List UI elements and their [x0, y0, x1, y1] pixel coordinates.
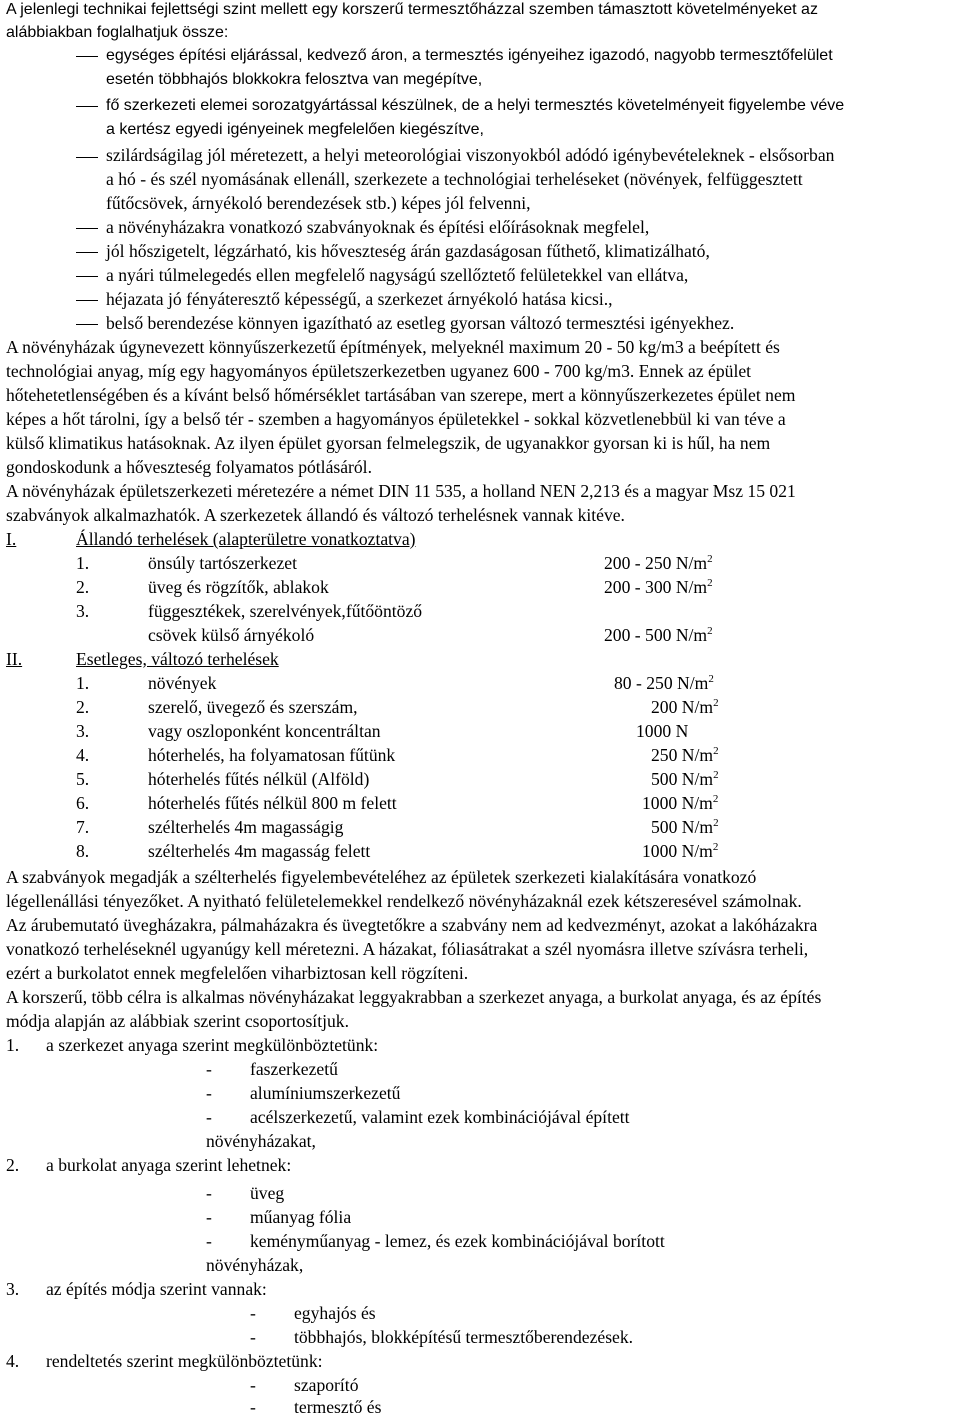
row-number: 1.	[76, 673, 90, 693]
bullet: -	[250, 1375, 256, 1395]
bullet: -	[250, 1397, 256, 1417]
group-number: 2.	[6, 1155, 20, 1175]
paragraph-line: légellenállási tényezőket. A nyitható felületelemekkel rendelkező növényházaknál ezek kétszeresével számolnak.	[6, 891, 802, 911]
group-number: 4.	[6, 1351, 20, 1371]
row-number: 2.	[76, 697, 90, 717]
group-title: rendeltetés szerint megkülönböztetünk:	[46, 1351, 323, 1371]
intro-line: alábbiakban foglalhatjuk össze:	[6, 24, 229, 41]
row-value: 1000 N	[636, 721, 689, 741]
list-item-text: jól hőszigetelt, légzárható, kis hőveszteség árán gazdaságosan fűthető, klimatizálható,	[106, 241, 710, 261]
row-label: hóterhelés fűtés nélkül (Alföld)	[148, 769, 370, 789]
list-item-text: fűtőcsövek, árnyékoló berendezések stb.) képes jól felvenni,	[106, 193, 531, 213]
paragraph-line: ezért a burkolatot ennek megfelelően viharbiztosan kell rögzíteni.	[6, 963, 469, 983]
group-title: az építés módja szerint vannak:	[46, 1279, 267, 1299]
row-label: szerelő, üvegező és szerszám,	[148, 697, 358, 717]
paragraph-line: A korszerű, több célra is alkalmas növényházakat leggyakrabban a szerkezet anyaga, a burkolat anyaga, és az építés	[6, 987, 822, 1007]
paragraph-line: képes a hőt tárolni, így a belső tér - szemben a hagyományos épületekkel - sokkal közvetlenebbül ki van téve a	[6, 409, 786, 429]
bullet: -	[206, 1231, 212, 1251]
group-item: többhajós, blokképítésű termesztőberendezések.	[294, 1327, 634, 1347]
list-item-text: fő szerkezeti elemei sorozatgyártással készülnek, de a helyi termesztés követelményeit figyelembe véve	[106, 97, 845, 114]
row-value: 500 $N/m^2$	[651, 769, 719, 789]
bullet: -	[250, 1327, 256, 1347]
bullet: -	[206, 1183, 212, 1203]
row-label: csövek külső árnyékoló	[148, 625, 315, 645]
row-value: 250 $N/m^2$	[651, 745, 719, 765]
bullet: -	[206, 1107, 212, 1127]
group-item: keményműanyag - lemez, és ezek kombinációjával borított	[250, 1231, 665, 1251]
paragraph-line: A növényházak épületszerkezeti méretezére a német DIN 11 535, a holland NEN 2,213 és a magyar Msz 15 021	[6, 481, 796, 501]
group-title: a szerkezet anyaga szerint megkülönböztetünk:	[46, 1035, 379, 1055]
bullet: -	[206, 1207, 212, 1227]
list-item-text: a nyári túlmelegedés ellen megfelelő nagyságú szellőztető felületekkel van ellátva,	[106, 265, 689, 285]
row-label: üveg és rögzítők, ablakok	[148, 577, 329, 597]
paragraph-line: technológiai anyag, míg egy hagyományos épületszerkezetben ugyanez 600 - 700 kg/m3. Ennek az épület	[6, 361, 752, 381]
paragraph-line: A növényházak úgynevezett könnyűszerkezetű építmények, melyeknél maximum 20 - 50 kg/m3 a beépített és	[6, 337, 780, 357]
section-title: Állandó terhelések (alapterületre vonatkoztatva)	[76, 529, 416, 549]
group-title: a burkolat anyaga szerint lehetnek:	[46, 1155, 292, 1175]
row-number: 8.	[76, 841, 90, 861]
intro-line: A jelenlegi technikai fejlettségi szint mellett egy korszerű termesztőházzal szemben támasztott követelményeket az	[6, 1, 818, 18]
paragraph-line: szabványok alkalmazhatók. A szerkezetek állandó és változó terhelésnek vannak kitéve.	[6, 505, 625, 525]
paragraph-line: hőtehetetlenségében és a kívánt belső hőmérséklet tartásában van szerepe, mert a könnyűszerkezetes épület nem	[6, 385, 796, 405]
group-number: 1.	[6, 1035, 20, 1055]
row-value: 200 - 500 $N/m^2$	[604, 625, 713, 645]
group-item-continuation: növényházak,	[206, 1255, 304, 1275]
group-item-continuation: növényházakat,	[206, 1131, 316, 1151]
list-item-text: a kertész egyedi igényeinek megfelelően kiegészítve,	[106, 121, 484, 138]
row-number: 6.	[76, 793, 90, 813]
row-value: 200 - 250 $N/m^2$	[604, 553, 713, 573]
bullet: -	[250, 1303, 256, 1323]
list-item-text: belső berendezése könnyen igazítható az esetleg gyorsan változó termesztési igényekhez.	[106, 313, 735, 333]
paragraph-line: gondoskodunk a hőveszteség folyamatos pótlásáról.	[6, 457, 372, 477]
list-item-text: a növényházakra vonatkozó szabványoknak és építési előírásoknak megfelel,	[106, 217, 650, 237]
row-value: 500 $N/m^2$	[651, 817, 719, 837]
row-label: növények	[148, 673, 217, 693]
group-item: faszerkezetű	[250, 1059, 338, 1079]
paragraph-line: A szabványok megadják a szélterhelés figyelembevételéhez az épületek szerkezeti kialakítására vonatkozó	[6, 867, 757, 887]
bullet: -	[206, 1059, 212, 1079]
list-item-text: héjazata jó fényáteresztő képességű, a szerkezet árnyékoló hatása kicsi.,	[106, 289, 613, 309]
section-number: I.	[6, 529, 17, 549]
group-item: szaporító	[294, 1375, 359, 1395]
row-number: 5.	[76, 769, 90, 789]
paragraph-line: Az árubemutató üvegházakra, pálmaházakra és üvegtetőkre a szabvány nem ad kedvezményt, azokat a lakóházakra	[6, 915, 818, 935]
list-item-text: egységes építési eljárással, kedvező áron, a termesztés igényeihez igazodó, nagyobb termesztőfelület	[106, 47, 833, 64]
group-item: műanyag fólia	[250, 1207, 352, 1227]
row-value: 200 - 300 $N/m^2$	[604, 577, 713, 597]
paragraph-line: vonatkozó terheléseknél ugyanúgy kell méretezni. A házakat, fóliasátrakat a szél nyomásra illetve szívásra terheli,	[6, 939, 809, 959]
group-item: alumíniumszerkezetű	[250, 1083, 401, 1103]
paragraph-line: módja alapján az alábbiak szerint csoportosítjuk.	[6, 1011, 349, 1031]
section-title: Esetleges, változó terhelések	[76, 649, 279, 669]
paragraph-line: külső klimatikus hatásoknak. Az ilyen épület gyorsan felmelegszik, de ugyanakkor gyorsan ki is hűl, ha nem	[6, 433, 771, 453]
row-value: 1000 $N/m^2$	[642, 841, 719, 861]
group-item: üveg	[250, 1183, 285, 1203]
row-number: 7.	[76, 817, 90, 837]
row-value: 1000 $N/m^2$	[642, 793, 719, 813]
row-number: 3.	[76, 721, 90, 741]
group-number: 3.	[6, 1279, 20, 1299]
row-label: hóterhelés fűtés nélkül 800 m felett	[148, 793, 397, 813]
row-number: 4.	[76, 745, 90, 765]
list-item-text: szilárdságilag jól méretezett, a helyi meteorológiai viszonyokból adódó igénybevételeknek - elsősorban	[106, 145, 835, 165]
row-number: 2.	[76, 577, 90, 597]
row-number: 3.	[76, 601, 90, 621]
bullet: -	[206, 1083, 212, 1103]
row-label: szélterhelés 4m magasság felett	[148, 841, 371, 861]
group-item: acélszerkezetű, valamint ezek kombinációjával épített	[250, 1107, 630, 1127]
row-number: 1.	[76, 553, 90, 573]
row-value: 80 - 250 $N/m^2$	[614, 673, 714, 693]
list-item-text: esetén többhajós blokkokra felosztva van megépítve,	[106, 71, 483, 88]
row-label: önsúly tartószerkezet	[148, 553, 297, 573]
row-value: 200 $N/m^2$	[651, 697, 719, 717]
group-item: egyhajós és	[294, 1303, 376, 1323]
row-label: hóterhelés, ha folyamatosan fűtünk	[148, 745, 396, 765]
group-item: termesztő és	[294, 1397, 382, 1417]
row-label: vagy oszloponként koncentráltan	[148, 721, 381, 741]
list-item-text: a hó - és szél nyomásának ellenáll, szerkezete a technológiai terheléseket (növények, felfüggesztett	[106, 169, 803, 189]
row-label: függesztékek, szerelvények,fűtőöntöző	[148, 601, 423, 621]
row-label: szélterhelés 4m magasságig	[148, 817, 344, 837]
section-number: II.	[6, 649, 23, 669]
